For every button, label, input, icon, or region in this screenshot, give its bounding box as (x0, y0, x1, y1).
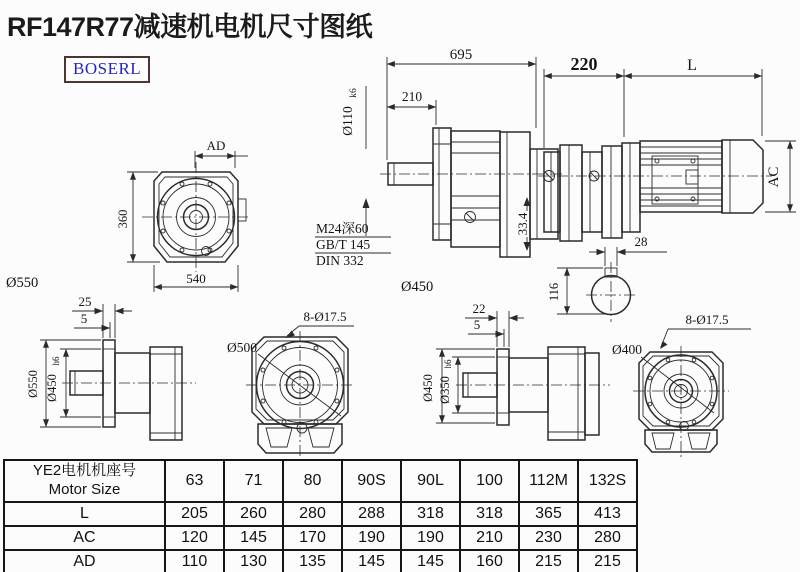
row-label: AD (4, 550, 165, 572)
dim-spigot-450-tol: h6 (51, 356, 61, 366)
cell: 145 (224, 526, 283, 550)
cell: 205 (165, 502, 224, 526)
dim-5-label: 5 (473, 317, 481, 332)
table-header-label (4, 460, 165, 502)
col-header-132s: 132S (578, 460, 637, 502)
cell: 215 (519, 550, 578, 572)
col-header-100: 100 (460, 460, 519, 502)
dim-25-label: 25 (78, 294, 92, 309)
label-flange-dia-450: Ø450 (401, 279, 434, 295)
cell: 260 (224, 502, 283, 526)
dim-spigot-350-tol: h6 (443, 359, 453, 369)
dim-5-label: 5 (80, 311, 88, 326)
row-label: AC (4, 526, 165, 550)
cell: 280 (283, 502, 342, 526)
shaft-key-section (547, 234, 667, 322)
cell: 170 (283, 526, 342, 550)
cell: 318 (401, 502, 460, 526)
table-header-line1: YE2电机机座号 (32, 462, 137, 480)
dim-l-label: L (687, 57, 697, 74)
motor-size-table (3, 459, 638, 572)
table-row-L (4, 502, 637, 526)
col-header-90s: 90S (342, 460, 401, 502)
dim-spigot-450-label: Ø450 (45, 374, 59, 402)
dim-540-label: 540 (186, 271, 206, 286)
view-gearbox-front (116, 138, 250, 292)
cell: 288 (342, 502, 401, 526)
cell: 110 (165, 550, 224, 572)
cell: 145 (342, 550, 401, 572)
cell: 215 (578, 550, 637, 572)
dim-ac-label: AC (766, 166, 782, 188)
dim-22-label: 22 (472, 301, 486, 316)
col-header-80: 80 (283, 460, 342, 502)
dim-outer-450-label: Ø450 (421, 374, 435, 402)
dim-33-4-label: 33.4 (515, 212, 530, 236)
shaft-dia-tolerance: k6 (349, 88, 359, 98)
view-flange-front-small (612, 312, 751, 458)
cell: 210 (460, 526, 519, 550)
flange-dia-500-label: Ø500 (227, 340, 257, 355)
tap-hole-note-line2: GB/T 145 (316, 237, 371, 252)
table-row-AC (4, 526, 637, 550)
cell: 190 (401, 526, 460, 550)
dim-28-label: 28 (634, 234, 648, 249)
col-header-71: 71 (224, 460, 283, 502)
dim-spigot-350-label: Ø350 (438, 376, 452, 404)
table-header-row (4, 460, 637, 502)
row-label: L (4, 502, 165, 526)
dim-210-label: 210 (401, 89, 423, 104)
view-flange-front-large (227, 309, 354, 459)
tap-hole-note-line3: DIN 332 (316, 253, 364, 268)
dim-220-label: 220 (570, 54, 598, 74)
table-header-line2: Motor Size (48, 481, 121, 498)
cell: 413 (578, 502, 637, 526)
dim-360-label: 360 (116, 209, 130, 229)
dim-outer-550-label: Ø550 (26, 370, 40, 398)
page-title: RF147R77减速机电机尺寸图纸 (7, 12, 373, 42)
bolt-holes-label: 8-Ø17.5 (685, 312, 729, 327)
shaft-dia-label: Ø110 (340, 106, 355, 136)
cell: 280 (578, 526, 637, 550)
brand-logo: BOSERL (64, 56, 150, 83)
bolt-holes-label: 8-Ø17.5 (303, 309, 347, 324)
cell: 130 (224, 550, 283, 572)
view-motor-side (538, 54, 796, 322)
view-flange-side-large (26, 294, 196, 440)
cell: 190 (342, 526, 401, 550)
dim-ad-label: AD (206, 138, 226, 153)
cell: 145 (401, 550, 460, 572)
label-flange-dia-550: Ø550 (6, 275, 39, 291)
cell: 160 (460, 550, 519, 572)
view-gearbox-side (315, 47, 565, 268)
cell: 135 (283, 550, 342, 572)
tap-hole-note-line1: M24深60 (316, 221, 369, 236)
cell: 318 (460, 502, 519, 526)
dim-695-label: 695 (449, 47, 473, 63)
cell: 120 (165, 526, 224, 550)
cell: 365 (519, 502, 578, 526)
dim-116-label: 116 (547, 282, 561, 302)
table-row-AD (4, 550, 637, 572)
view-flange-side-small (421, 301, 610, 440)
col-header-112m: 112M (519, 460, 578, 502)
col-header-63: 63 (165, 460, 224, 502)
col-header-90l: 90L (401, 460, 460, 502)
cell: 230 (519, 526, 578, 550)
flange-dia-400-label: Ø400 (612, 342, 642, 357)
